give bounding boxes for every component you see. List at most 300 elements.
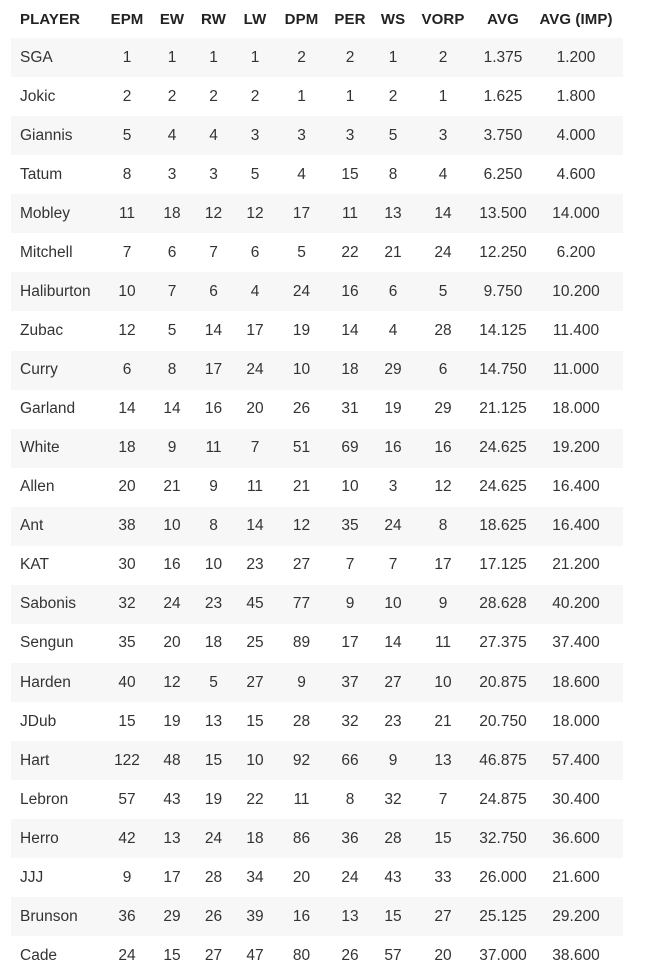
column-header-lw: LW xyxy=(230,0,280,38)
player-name-cell: JJJ xyxy=(11,858,107,897)
lw-cell: 3 xyxy=(230,116,280,155)
epm-cell: 2 xyxy=(107,77,147,116)
epm-cell: 18 xyxy=(107,429,147,468)
avg-imp-cell: 38.600 xyxy=(529,936,623,975)
player-name-cell: Cade xyxy=(11,936,107,975)
column-header-ws: WS xyxy=(377,0,409,38)
table-row xyxy=(11,351,623,390)
vorp-cell: 13 xyxy=(409,741,477,780)
ws-cell: 29 xyxy=(377,351,409,390)
epm-cell: 8 xyxy=(107,155,147,194)
per-cell: 32 xyxy=(323,702,377,741)
table-row xyxy=(11,546,623,585)
per-cell: 13 xyxy=(323,897,377,936)
per-cell: 10 xyxy=(323,468,377,507)
vorp-cell: 11 xyxy=(409,624,477,663)
rw-cell: 18 xyxy=(197,624,230,663)
ew-cell: 2 xyxy=(147,77,197,116)
lw-cell: 45 xyxy=(230,585,280,624)
rw-cell: 10 xyxy=(197,546,230,585)
epm-cell: 36 xyxy=(107,897,147,936)
lw-cell: 17 xyxy=(230,311,280,350)
ew-cell: 6 xyxy=(147,233,197,272)
rw-cell: 17 xyxy=(197,351,230,390)
lw-cell: 1 xyxy=(230,38,280,77)
ws-cell: 57 xyxy=(377,936,409,975)
epm-cell: 40 xyxy=(107,663,147,702)
dpm-cell: 27 xyxy=(280,546,323,585)
lw-cell: 2 xyxy=(230,77,280,116)
rw-cell: 6 xyxy=(197,272,230,311)
table-row xyxy=(11,311,623,350)
dpm-cell: 3 xyxy=(280,116,323,155)
player-name-cell: Tatum xyxy=(11,155,107,194)
column-header-avg: AVG xyxy=(477,0,529,38)
rw-cell: 24 xyxy=(197,819,230,858)
epm-cell: 10 xyxy=(107,272,147,311)
vorp-cell: 28 xyxy=(409,311,477,350)
table-row xyxy=(11,936,623,975)
epm-cell: 6 xyxy=(107,351,147,390)
ws-cell: 2 xyxy=(377,77,409,116)
ws-cell: 21 xyxy=(377,233,409,272)
per-cell: 8 xyxy=(323,780,377,819)
dpm-cell: 89 xyxy=(280,624,323,663)
column-header-avg-imp: AVG (IMP) xyxy=(529,0,623,38)
ws-cell: 14 xyxy=(377,624,409,663)
rw-cell: 7 xyxy=(197,233,230,272)
dpm-cell: 51 xyxy=(280,429,323,468)
ew-cell: 9 xyxy=(147,429,197,468)
per-cell: 3 xyxy=(323,116,377,155)
table-row xyxy=(11,780,623,819)
per-cell: 9 xyxy=(323,585,377,624)
ew-cell: 18 xyxy=(147,194,197,233)
table-row xyxy=(11,468,623,507)
player-rankings-table xyxy=(11,0,623,976)
avg-cell: 12.250 xyxy=(477,233,529,272)
avg-imp-cell: 18.000 xyxy=(529,390,623,429)
player-name-cell: Brunson xyxy=(11,897,107,936)
avg-cell: 14.750 xyxy=(477,351,529,390)
epm-cell: 57 xyxy=(107,780,147,819)
epm-cell: 35 xyxy=(107,624,147,663)
lw-cell: 47 xyxy=(230,936,280,975)
avg-imp-cell: 1.200 xyxy=(529,38,623,77)
per-cell: 31 xyxy=(323,390,377,429)
rw-cell: 5 xyxy=(197,663,230,702)
dpm-cell: 28 xyxy=(280,702,323,741)
dpm-cell: 19 xyxy=(280,311,323,350)
rw-cell: 16 xyxy=(197,390,230,429)
epm-cell: 32 xyxy=(107,585,147,624)
epm-cell: 14 xyxy=(107,390,147,429)
player-name-cell: Herro xyxy=(11,819,107,858)
lw-cell: 20 xyxy=(230,390,280,429)
ew-cell: 1 xyxy=(147,38,197,77)
ws-cell: 13 xyxy=(377,194,409,233)
epm-cell: 12 xyxy=(107,311,147,350)
player-name-cell: Mobley xyxy=(11,194,107,233)
lw-cell: 6 xyxy=(230,233,280,272)
table-row xyxy=(11,194,623,233)
epm-cell: 30 xyxy=(107,546,147,585)
avg-cell: 25.125 xyxy=(477,897,529,936)
ew-cell: 7 xyxy=(147,272,197,311)
ws-cell: 6 xyxy=(377,272,409,311)
avg-imp-cell: 18.600 xyxy=(529,663,623,702)
avg-cell: 1.625 xyxy=(477,77,529,116)
rw-cell: 4 xyxy=(197,116,230,155)
avg-imp-cell: 57.400 xyxy=(529,741,623,780)
epm-cell: 20 xyxy=(107,468,147,507)
table-row xyxy=(11,233,623,272)
ws-cell: 1 xyxy=(377,38,409,77)
ws-cell: 27 xyxy=(377,663,409,702)
per-cell: 36 xyxy=(323,819,377,858)
table-row xyxy=(11,507,623,546)
vorp-cell: 29 xyxy=(409,390,477,429)
dpm-cell: 21 xyxy=(280,468,323,507)
dpm-cell: 77 xyxy=(280,585,323,624)
vorp-cell: 1 xyxy=(409,77,477,116)
lw-cell: 10 xyxy=(230,741,280,780)
column-header-epm: EPM xyxy=(107,0,147,38)
avg-cell: 3.750 xyxy=(477,116,529,155)
column-header-ew: EW xyxy=(147,0,197,38)
ws-cell: 32 xyxy=(377,780,409,819)
table-row xyxy=(11,429,623,468)
epm-cell: 24 xyxy=(107,936,147,975)
ew-cell: 24 xyxy=(147,585,197,624)
vorp-cell: 4 xyxy=(409,155,477,194)
per-cell: 17 xyxy=(323,624,377,663)
dpm-cell: 80 xyxy=(280,936,323,975)
column-header-player: PLAYER xyxy=(11,0,107,38)
vorp-cell: 9 xyxy=(409,585,477,624)
ws-cell: 4 xyxy=(377,311,409,350)
avg-cell: 46.875 xyxy=(477,741,529,780)
lw-cell: 15 xyxy=(230,702,280,741)
per-cell: 15 xyxy=(323,155,377,194)
avg-cell: 26.000 xyxy=(477,858,529,897)
avg-cell: 1.375 xyxy=(477,38,529,77)
vorp-cell: 15 xyxy=(409,819,477,858)
ew-cell: 13 xyxy=(147,819,197,858)
table-row xyxy=(11,272,623,311)
dpm-cell: 9 xyxy=(280,663,323,702)
column-header-dpm: DPM xyxy=(280,0,323,38)
ew-cell: 8 xyxy=(147,351,197,390)
avg-cell: 24.625 xyxy=(477,468,529,507)
player-name-cell: Ant xyxy=(11,507,107,546)
per-cell: 11 xyxy=(323,194,377,233)
avg-imp-cell: 16.400 xyxy=(529,468,623,507)
dpm-cell: 12 xyxy=(280,507,323,546)
avg-imp-cell: 21.200 xyxy=(529,546,623,585)
avg-imp-cell: 1.800 xyxy=(529,77,623,116)
lw-cell: 12 xyxy=(230,194,280,233)
table-row xyxy=(11,116,623,155)
avg-imp-cell: 40.200 xyxy=(529,585,623,624)
dpm-cell: 1 xyxy=(280,77,323,116)
avg-imp-cell: 37.400 xyxy=(529,624,623,663)
dpm-cell: 26 xyxy=(280,390,323,429)
rw-cell: 19 xyxy=(197,780,230,819)
epm-cell: 11 xyxy=(107,194,147,233)
avg-imp-cell: 16.400 xyxy=(529,507,623,546)
rw-cell: 2 xyxy=(197,77,230,116)
dpm-cell: 2 xyxy=(280,38,323,77)
vorp-cell: 7 xyxy=(409,780,477,819)
table-body xyxy=(11,38,623,976)
avg-imp-cell: 21.600 xyxy=(529,858,623,897)
per-cell: 35 xyxy=(323,507,377,546)
ws-cell: 10 xyxy=(377,585,409,624)
rw-cell: 1 xyxy=(197,38,230,77)
vorp-cell: 5 xyxy=(409,272,477,311)
ew-cell: 21 xyxy=(147,468,197,507)
dpm-cell: 17 xyxy=(280,194,323,233)
avg-cell: 27.375 xyxy=(477,624,529,663)
player-name-cell: Sabonis xyxy=(11,585,107,624)
ew-cell: 19 xyxy=(147,702,197,741)
vorp-cell: 12 xyxy=(409,468,477,507)
avg-imp-cell: 18.000 xyxy=(529,702,623,741)
per-cell: 26 xyxy=(323,936,377,975)
rw-cell: 14 xyxy=(197,311,230,350)
vorp-cell: 2 xyxy=(409,38,477,77)
player-name-cell: Sengun xyxy=(11,624,107,663)
dpm-cell: 11 xyxy=(280,780,323,819)
avg-cell: 20.750 xyxy=(477,702,529,741)
table-row xyxy=(11,155,623,194)
vorp-cell: 24 xyxy=(409,233,477,272)
lw-cell: 22 xyxy=(230,780,280,819)
dpm-cell: 20 xyxy=(280,858,323,897)
avg-cell: 24.875 xyxy=(477,780,529,819)
per-cell: 66 xyxy=(323,741,377,780)
avg-imp-cell: 19.200 xyxy=(529,429,623,468)
column-header-rw: RW xyxy=(197,0,230,38)
player-name-cell: Hart xyxy=(11,741,107,780)
rw-cell: 3 xyxy=(197,155,230,194)
dpm-cell: 16 xyxy=(280,897,323,936)
table-row xyxy=(11,741,623,780)
player-name-cell: Allen xyxy=(11,468,107,507)
per-cell: 24 xyxy=(323,858,377,897)
avg-imp-cell: 14.000 xyxy=(529,194,623,233)
lw-cell: 39 xyxy=(230,897,280,936)
avg-imp-cell: 11.000 xyxy=(529,351,623,390)
vorp-cell: 6 xyxy=(409,351,477,390)
ws-cell: 43 xyxy=(377,858,409,897)
lw-cell: 24 xyxy=(230,351,280,390)
vorp-cell: 20 xyxy=(409,936,477,975)
table-row xyxy=(11,663,623,702)
per-cell: 16 xyxy=(323,272,377,311)
avg-cell: 17.125 xyxy=(477,546,529,585)
ew-cell: 4 xyxy=(147,116,197,155)
per-cell: 69 xyxy=(323,429,377,468)
table-row xyxy=(11,585,623,624)
ws-cell: 16 xyxy=(377,429,409,468)
epm-cell: 38 xyxy=(107,507,147,546)
avg-cell: 6.250 xyxy=(477,155,529,194)
ws-cell: 8 xyxy=(377,155,409,194)
dpm-cell: 4 xyxy=(280,155,323,194)
rw-cell: 9 xyxy=(197,468,230,507)
player-name-cell: Curry xyxy=(11,351,107,390)
avg-imp-cell: 4.000 xyxy=(529,116,623,155)
ew-cell: 15 xyxy=(147,936,197,975)
player-name-cell: Zubac xyxy=(11,311,107,350)
avg-cell: 14.125 xyxy=(477,311,529,350)
lw-cell: 18 xyxy=(230,819,280,858)
table-row xyxy=(11,819,623,858)
ws-cell: 3 xyxy=(377,468,409,507)
player-name-cell: Giannis xyxy=(11,116,107,155)
avg-cell: 18.625 xyxy=(477,507,529,546)
player-name-cell: White xyxy=(11,429,107,468)
ew-cell: 17 xyxy=(147,858,197,897)
player-name-cell: KAT xyxy=(11,546,107,585)
avg-cell: 21.125 xyxy=(477,390,529,429)
lw-cell: 34 xyxy=(230,858,280,897)
player-name-cell: Harden xyxy=(11,663,107,702)
ew-cell: 10 xyxy=(147,507,197,546)
table-row xyxy=(11,858,623,897)
epm-cell: 42 xyxy=(107,819,147,858)
per-cell: 22 xyxy=(323,233,377,272)
avg-cell: 13.500 xyxy=(477,194,529,233)
avg-imp-cell: 30.400 xyxy=(529,780,623,819)
table-row xyxy=(11,77,623,116)
avg-cell: 37.000 xyxy=(477,936,529,975)
avg-cell: 28.628 xyxy=(477,585,529,624)
vorp-cell: 14 xyxy=(409,194,477,233)
lw-cell: 27 xyxy=(230,663,280,702)
ew-cell: 29 xyxy=(147,897,197,936)
rw-cell: 13 xyxy=(197,702,230,741)
dpm-cell: 5 xyxy=(280,233,323,272)
avg-cell: 9.750 xyxy=(477,272,529,311)
per-cell: 2 xyxy=(323,38,377,77)
ws-cell: 19 xyxy=(377,390,409,429)
per-cell: 14 xyxy=(323,311,377,350)
lw-cell: 5 xyxy=(230,155,280,194)
vorp-cell: 10 xyxy=(409,663,477,702)
table-row xyxy=(11,38,623,77)
per-cell: 7 xyxy=(323,546,377,585)
epm-cell: 122 xyxy=(107,741,147,780)
player-name-cell: Mitchell xyxy=(11,233,107,272)
vorp-cell: 8 xyxy=(409,507,477,546)
dpm-cell: 92 xyxy=(280,741,323,780)
rw-cell: 27 xyxy=(197,936,230,975)
rw-cell: 28 xyxy=(197,858,230,897)
per-cell: 18 xyxy=(323,351,377,390)
dpm-cell: 24 xyxy=(280,272,323,311)
ws-cell: 15 xyxy=(377,897,409,936)
column-header-per: PER xyxy=(323,0,377,38)
ws-cell: 5 xyxy=(377,116,409,155)
ew-cell: 3 xyxy=(147,155,197,194)
player-name-cell: Garland xyxy=(11,390,107,429)
player-name-cell: Haliburton xyxy=(11,272,107,311)
lw-cell: 7 xyxy=(230,429,280,468)
avg-imp-cell: 11.400 xyxy=(529,311,623,350)
table-row xyxy=(11,390,623,429)
ew-cell: 16 xyxy=(147,546,197,585)
player-name-cell: Lebron xyxy=(11,780,107,819)
ew-cell: 14 xyxy=(147,390,197,429)
avg-imp-cell: 6.200 xyxy=(529,233,623,272)
rw-cell: 8 xyxy=(197,507,230,546)
rw-cell: 12 xyxy=(197,194,230,233)
vorp-cell: 33 xyxy=(409,858,477,897)
epm-cell: 7 xyxy=(107,233,147,272)
epm-cell: 15 xyxy=(107,702,147,741)
ws-cell: 24 xyxy=(377,507,409,546)
avg-cell: 20.875 xyxy=(477,663,529,702)
header-row xyxy=(11,0,623,38)
ew-cell: 43 xyxy=(147,780,197,819)
table-row xyxy=(11,897,623,936)
ws-cell: 23 xyxy=(377,702,409,741)
per-cell: 37 xyxy=(323,663,377,702)
player-name-cell: JDub xyxy=(11,702,107,741)
avg-imp-cell: 4.600 xyxy=(529,155,623,194)
epm-cell: 1 xyxy=(107,38,147,77)
vorp-cell: 16 xyxy=(409,429,477,468)
lw-cell: 11 xyxy=(230,468,280,507)
ew-cell: 5 xyxy=(147,311,197,350)
rw-cell: 15 xyxy=(197,741,230,780)
rw-cell: 26 xyxy=(197,897,230,936)
avg-imp-cell: 10.200 xyxy=(529,272,623,311)
ws-cell: 7 xyxy=(377,546,409,585)
vorp-cell: 3 xyxy=(409,116,477,155)
lw-cell: 23 xyxy=(230,546,280,585)
ws-cell: 9 xyxy=(377,741,409,780)
dpm-cell: 86 xyxy=(280,819,323,858)
table-row xyxy=(11,702,623,741)
player-name-cell: SGA xyxy=(11,38,107,77)
dpm-cell: 10 xyxy=(280,351,323,390)
player-name-cell: Jokic xyxy=(11,77,107,116)
epm-cell: 9 xyxy=(107,858,147,897)
vorp-cell: 21 xyxy=(409,702,477,741)
ew-cell: 12 xyxy=(147,663,197,702)
rankings-table-container xyxy=(11,0,623,976)
lw-cell: 4 xyxy=(230,272,280,311)
table-row xyxy=(11,624,623,663)
rw-cell: 23 xyxy=(197,585,230,624)
column-header-vorp: VORP xyxy=(409,0,477,38)
table-header xyxy=(11,0,623,38)
lw-cell: 14 xyxy=(230,507,280,546)
avg-cell: 32.750 xyxy=(477,819,529,858)
epm-cell: 5 xyxy=(107,116,147,155)
avg-imp-cell: 29.200 xyxy=(529,897,623,936)
ws-cell: 28 xyxy=(377,819,409,858)
avg-imp-cell: 36.600 xyxy=(529,819,623,858)
vorp-cell: 27 xyxy=(409,897,477,936)
vorp-cell: 17 xyxy=(409,546,477,585)
per-cell: 1 xyxy=(323,77,377,116)
lw-cell: 25 xyxy=(230,624,280,663)
